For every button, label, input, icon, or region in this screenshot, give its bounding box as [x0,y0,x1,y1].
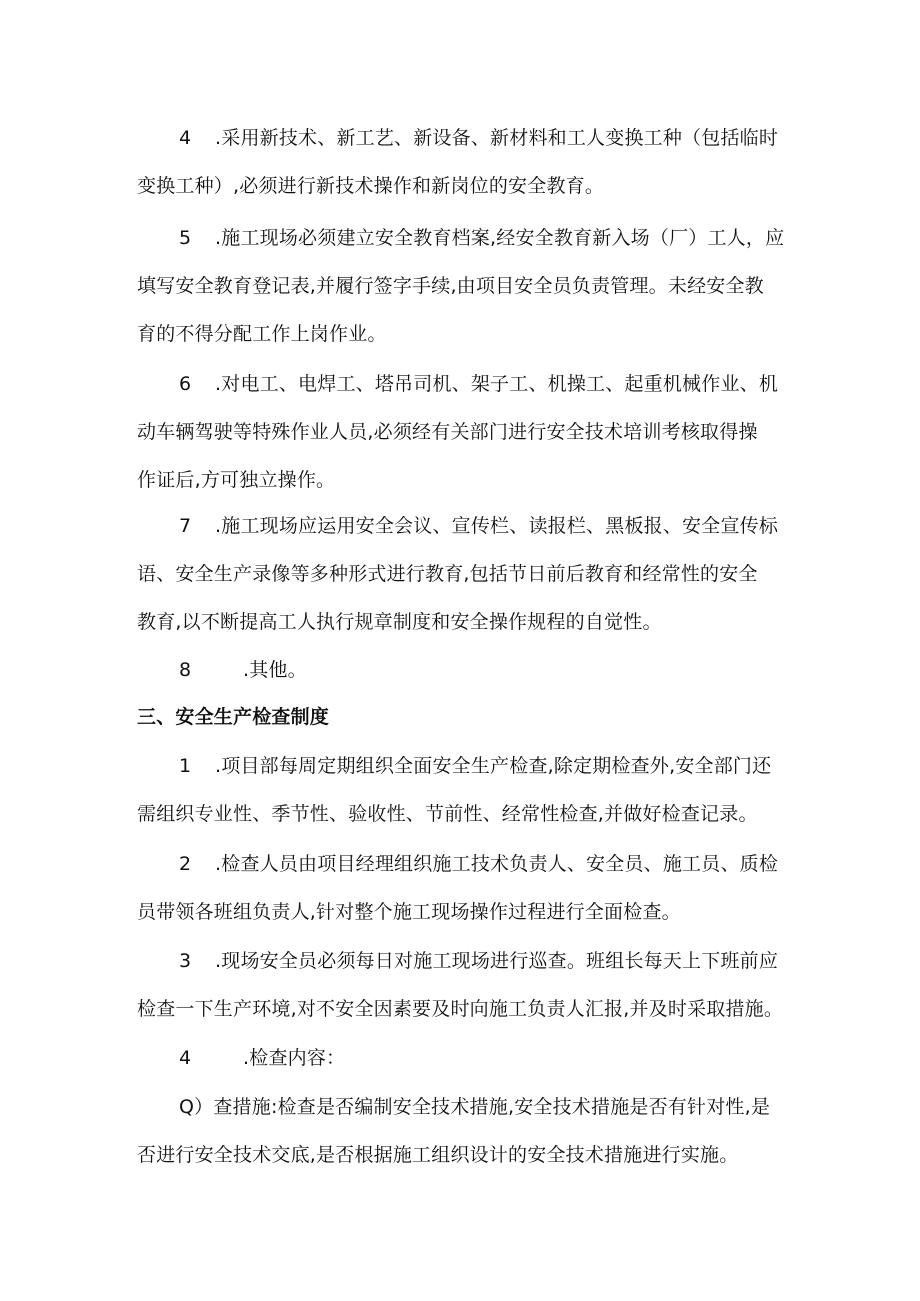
paragraph-text: .检查内容： [243,1047,346,1069]
section-paragraph-1-line-1 [179,754,799,778]
section-paragraph-q-line-1 [179,1095,799,1119]
paragraph-number: 5 [179,227,192,249]
paragraph-number: 8 [179,659,192,681]
paragraph-text: .现场安全员必须每日对施工现场进行巡查。班组长每天上下班前应 [215,950,779,972]
paragraph-7-line-3: 教育,以不断提高工人执行规章制度和安全操作规程的自觉性。 [137,611,662,633]
paragraph-5-line-3: 育的不得分配工作上岗作业。 [137,323,387,345]
paragraph-number: 4 [179,127,192,149]
paragraph-5-line-1 [179,226,799,250]
paragraph-4-line-1 [179,126,799,150]
section-paragraph-q-line-2: 否进行安全技术交底,是否根据施工组织设计的安全技术措施进行实施。 [137,1144,739,1166]
section-paragraph-3-line-1 [179,949,799,973]
paragraph-number: 1 [179,755,192,777]
section-heading: 三、安全生产检查制度 [137,706,330,728]
paragraph-text: .其他。 [243,659,307,681]
section-paragraph-3-line-2: 检查一下生产环境,对不安全因素要及时向施工负责人汇报,并及时采取措施。 [137,998,784,1020]
paragraph-6-line-3: 作证后,方可独立操作。 [137,469,336,491]
section-paragraph-2-line-1 [179,852,799,876]
paragraph-8-line-1 [179,658,799,682]
paragraph-number: 2 [179,853,192,875]
paragraph-text: .采用新技术、新工艺、新设备、新材料和工人变换工种（包括临时 [215,127,779,149]
paragraph-number: 3 [179,950,192,972]
paragraph-number: Q） [179,1096,214,1118]
paragraph-number: 7 [179,515,192,537]
paragraph-4-line-2: 变换工种）,必须进行新技术操作和新岗位的安全教育。 [137,175,605,197]
paragraph-number: 4 [179,1047,192,1069]
paragraph-7-line-1 [179,514,799,538]
paragraph-6-line-1 [179,372,799,396]
paragraph-number: 6 [179,373,192,395]
paragraph-text: .项目部每周定期组织全面安全生产检查,除定期检查外,安全部门还 [215,755,772,777]
paragraph-text: 查措施:检查是否编制安全技术措施,安全技术措施是否有针对性,是 [213,1096,771,1118]
paragraph-6-line-2: 动车辆驾驶等特殊作业人员,必须经有关部门进行安全技术培训考核取得操 [137,421,758,443]
paragraph-7-line-2: 语、安全生产录像等多种形式进行教育,包括节日前后教育和经常性的安全 [137,563,758,585]
paragraph-text: .检查人员由项目经理组织施工技术负责人、安全员、施工员、质检 [215,853,779,875]
paragraph-text: .施工现场必须建立安全教育档案,经安全教育新入场（厂）工人，应 [215,227,785,249]
section-paragraph-4-line-1 [179,1046,799,1070]
paragraph-5-line-2: 填写安全教育登记表,并履行签字手续,由项目安全员负责管理。未经安全教 [137,275,764,297]
section-paragraph-2-line-2: 员带领各班组负责人,针对整个施工现场操作过程进行全面检查。 [137,901,681,923]
paragraph-text: .对电工、电焊工、塔吊司机、架子工、机操工、起重机械作业、机 [215,373,779,395]
section-paragraph-1-line-2: 需组织专业性、季节性、验收性、节前性、经常性检查,并做好检查记录。 [137,803,758,825]
paragraph-text: .施工现场应运用安全会议、宣传栏、读报栏、黑板报、安全宣传标 [215,515,779,537]
